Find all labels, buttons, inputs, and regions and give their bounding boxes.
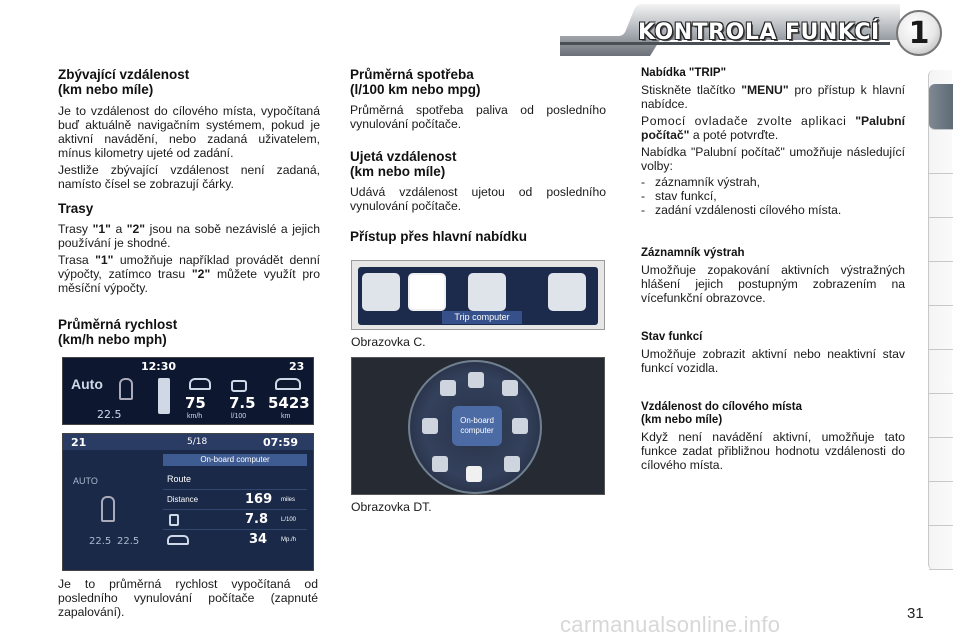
fuel-icon (169, 514, 179, 526)
screen-b-mode: AUTO (73, 476, 98, 486)
unit-label: km/h (187, 413, 203, 420)
section-title-routes: Trasy (58, 201, 94, 216)
caption-average-speed: Je to průměrná rychlost vypočítaná od posledního vynulování počítače (zapnuté zapalování). (58, 577, 318, 619)
trip-computer-icon[interactable] (408, 273, 446, 311)
car-icon (189, 378, 211, 390)
side-tab-4[interactable] (929, 218, 953, 262)
screen-b-date: 5/18 (187, 437, 208, 447)
dt-center-label[interactable]: On-board computer (452, 406, 502, 446)
row-label: Route (167, 474, 192, 484)
side-tab-3[interactable] (929, 174, 953, 218)
paragraph: Stiskněte tlačítko "MENU" pro přístup k hlavní nabídce. (641, 83, 905, 111)
screen-a-temp: 23 (289, 360, 305, 373)
section-title-average-speed (58, 317, 320, 347)
seat-icon (101, 496, 115, 522)
list-item: - stav funkcí, (641, 189, 905, 203)
screen-a-speed: 75 (185, 394, 206, 412)
display-screen-b (62, 433, 314, 571)
paragraph: Pomocí ovladače zvolte aplikaci "Palubní počítač" a poté potvrďte. (641, 114, 905, 142)
paragraph: Když není navádění aktivní, umožňuje tato funkce zadat přibližnou hodnotu vzdálenosti do cílového místa. (641, 430, 905, 472)
media-icon[interactable] (362, 273, 400, 311)
side-tab-9[interactable] (929, 438, 953, 482)
seat-icon (119, 378, 133, 400)
chapter-number-badge: 1 (896, 10, 942, 56)
trip-selector-icon (158, 378, 170, 414)
settings-icon[interactable] (512, 418, 528, 434)
title-line: (km nebo míle) (641, 414, 723, 426)
side-tab-2[interactable] (929, 130, 953, 174)
screen-a-distance: 5423 (268, 394, 310, 412)
page-number: 31 (907, 605, 924, 622)
options-list (641, 175, 905, 217)
paragraph: Trasy "1" a "2" jsou na sobě nezávislé a jejich používání je shodné. (58, 222, 320, 250)
title-line: Průměrná rychlost (58, 317, 178, 332)
side-tab-8[interactable] (929, 394, 953, 438)
dt-menu-wheel (408, 360, 542, 494)
screen-b-odo1: 22.5 (89, 536, 112, 547)
section-title-trip-menu: Nabídka "TRIP" (641, 67, 727, 79)
screen-a-odo: 22.5 (97, 408, 122, 421)
title-line: (l/100 km nebo mpg) (350, 82, 481, 97)
title-line: (km nebo míle) (350, 164, 446, 179)
caption-screen-c: Obrazovka C. (351, 335, 426, 349)
watermark: carmanualsonline.info (560, 612, 781, 637)
section-title-function-status: Stav funkcí (641, 331, 703, 343)
title-line: (km nebo míle) (58, 82, 154, 97)
paragraph: Jestliže zbývající vzdálenost není zadaná, namísto čísel se zobrazují čárky. (58, 163, 320, 191)
paragraph: Je to vzdálenost do cílového místa, vypočítaná buď aktuálně navigačním systémem, pokud je aktivní navádění, nebo zadaná uživatelem, mínus kilometry ujeté od zadání. (58, 104, 320, 160)
row-unit: L/100 (281, 517, 297, 523)
screen-a-mode: Auto (71, 376, 103, 392)
row-value: 34 (249, 532, 268, 547)
table-row (163, 490, 307, 510)
row-value: 169 (245, 492, 273, 507)
side-tab-10[interactable] (929, 482, 953, 526)
row-label: Distance (167, 495, 199, 504)
car-icon (167, 535, 189, 545)
navigation-icon[interactable] (422, 418, 438, 434)
title-line: Zbývající vzdálenost (58, 67, 190, 82)
paragraph: Trasa "1" umožňuje například provádět denní výpočty, zatímco trasu "2" můžete využít pro měsíční výpočty. (58, 253, 320, 295)
section-title-main-menu-access: Přístup přes hlavní nabídku (350, 229, 528, 244)
warning-icon[interactable] (502, 380, 518, 396)
section-title-remaining-distance (58, 67, 320, 97)
chapter-title: KONTROLA FUNKCÍ (638, 20, 880, 45)
screen-b-time: 07:59 (263, 436, 299, 449)
climate-icon[interactable] (548, 273, 586, 311)
settings-icon[interactable] (468, 273, 506, 311)
table-row (163, 470, 307, 490)
side-tab-1[interactable] (929, 84, 953, 130)
section-title-distance-travelled (350, 149, 606, 179)
table-row (163, 510, 307, 530)
section-title-alert-log: Záznamník výstrah (641, 247, 745, 259)
list-item: - zadání vzdálenosti cílového místa. (641, 203, 905, 217)
display-screen-a (62, 357, 314, 425)
screen-c-menu (358, 267, 598, 325)
screen-a-time: 12:30 (141, 360, 177, 373)
title-line: Průměrná spotřeba (350, 67, 474, 82)
paragraph: Průměrná spotřeba paliva od posledního vynulování počítače. (350, 103, 606, 131)
side-tab-7[interactable] (929, 350, 953, 394)
car-icon (275, 378, 301, 390)
screen-b-title: On-board computer (163, 454, 307, 466)
title-line: Ujetá vzdálenost (350, 149, 457, 164)
caption-screen-dt: Obrazovka DT. (351, 500, 432, 514)
chapter-side-tabs (928, 70, 952, 570)
list-item: - záznamník výstrah, (641, 175, 905, 189)
climate-icon[interactable] (504, 456, 520, 472)
paragraph: Udává vzdálenost ujetou od posledního vynulování počítače. (350, 185, 606, 213)
unit-label: l/100 (231, 413, 247, 420)
screen-c-selected-label: Trip computer (442, 311, 522, 324)
display-screen-dt (351, 357, 605, 495)
column-left (58, 67, 320, 347)
paragraph: Umožňuje zopakování aktivních výstražných hlášení jejich postupným zobrazením na vícefunkční obrazovce. (641, 263, 905, 305)
table-row (163, 530, 307, 550)
row-value: 7.8 (245, 512, 269, 527)
unit-label: km (281, 413, 291, 420)
screen-b-temp: 21 (71, 436, 87, 449)
side-tab-5[interactable] (929, 262, 953, 306)
phone-icon[interactable] (440, 380, 456, 396)
display-screen-c (351, 260, 605, 330)
fuel-icon (231, 380, 247, 392)
side-tab-6[interactable] (929, 306, 953, 350)
screen-b-rows (163, 470, 307, 550)
section-title-destination-distance (641, 401, 905, 427)
side-tab-11[interactable] (929, 526, 953, 570)
screen-b-odo2: 22.5 (117, 536, 140, 547)
paragraph: Umožňuje zobrazit aktivní nebo neaktivní stav funkcí vozidla. (641, 347, 905, 375)
trip-computer-icon[interactable] (466, 466, 482, 482)
column-middle (350, 67, 606, 244)
column-right (641, 67, 905, 472)
media-icon[interactable] (468, 372, 484, 388)
row-unit: miles (281, 497, 296, 503)
row-unit: Mp./h (281, 537, 297, 543)
paragraph: Nabídka "Palubní počítač" umožňuje následující volby: (641, 145, 905, 173)
traffic-icon[interactable] (432, 456, 448, 472)
title-line: (km/h nebo mph) (58, 332, 167, 347)
screen-a-consumption: 7.5 (229, 394, 256, 412)
title-line: Vzdálenost do cílového místa (641, 401, 803, 413)
section-title-average-consumption (350, 67, 606, 97)
